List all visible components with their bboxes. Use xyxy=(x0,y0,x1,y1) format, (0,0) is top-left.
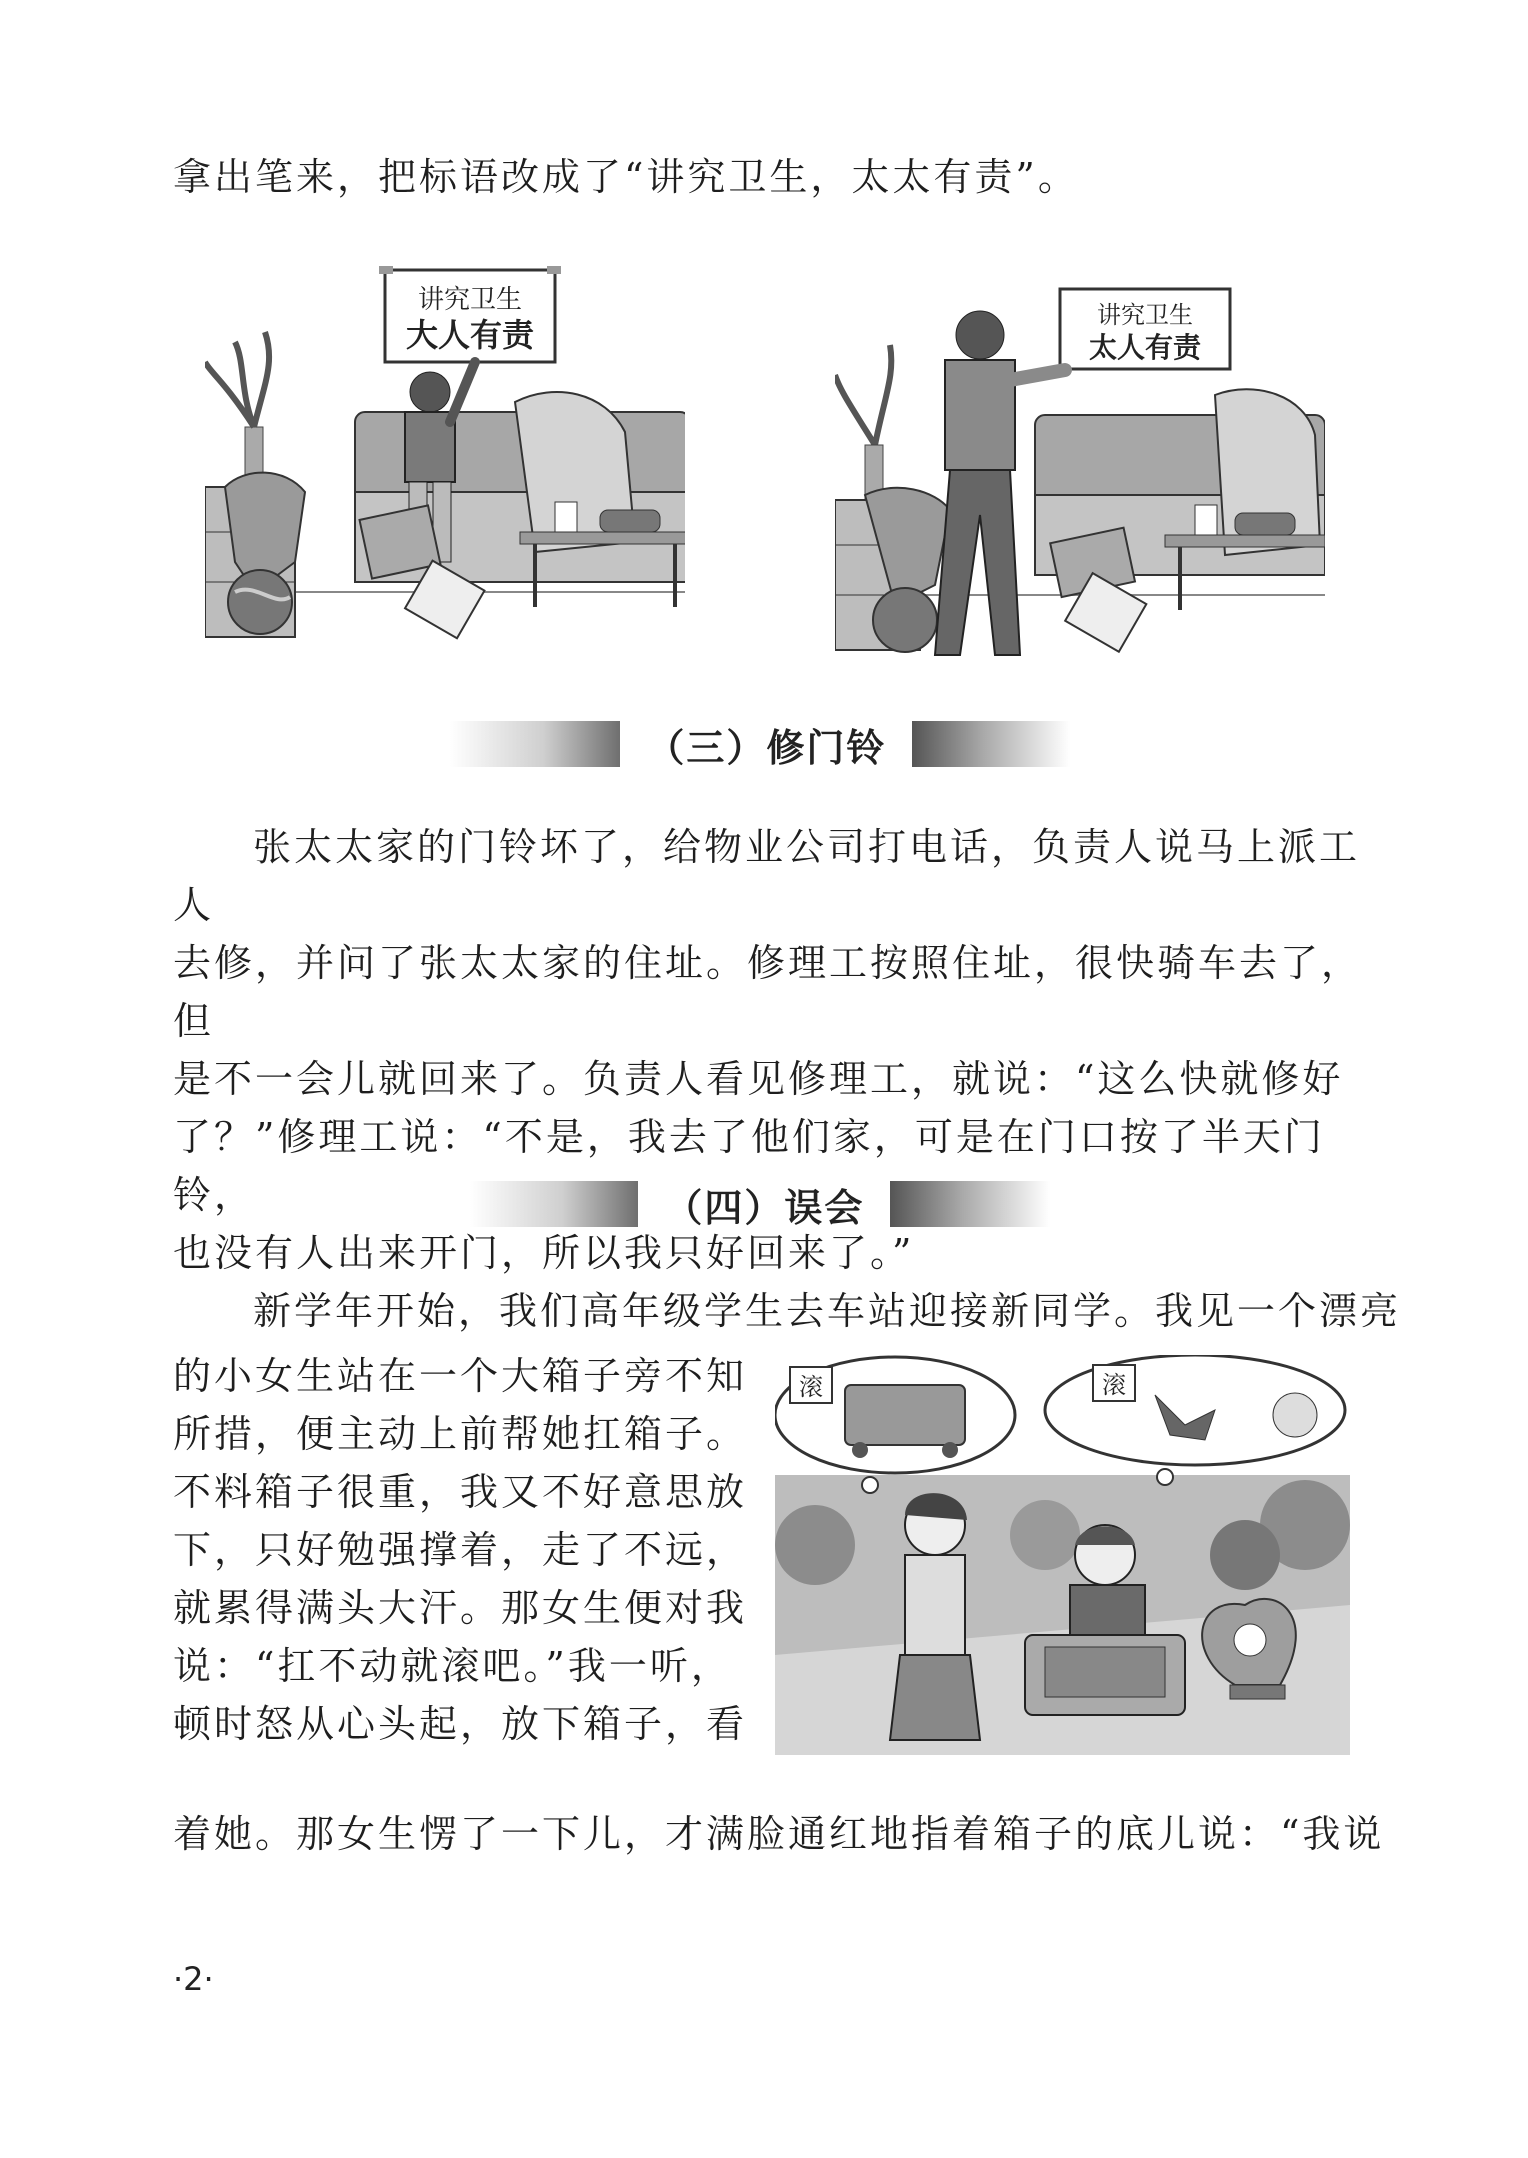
section-4-line: 顿时怒从心头起，放下箱子，看 xyxy=(173,1702,748,1746)
section-4-line: 不料箱子很重，我又不好意思放 xyxy=(173,1470,748,1514)
sign-text-line2: 大人有责 xyxy=(405,316,535,354)
page-number: ·2· xyxy=(173,1960,214,1998)
section-4-heading xyxy=(470,1177,1050,1231)
section-4-side-text xyxy=(173,1347,753,1753)
illustration-suitcase-misunderstanding xyxy=(775,1355,1350,1755)
section-4-line: 所措，便主动上前帮她扛箱子。 xyxy=(173,1412,748,1456)
bubble-left-label: 滚 xyxy=(799,1373,823,1401)
opening-line: 拿出笔来，把标语改成了“讲究卫生，太太有责”。 xyxy=(173,155,1079,199)
section-4-line: 说：“扛不动就滚吧。”我一听， xyxy=(173,1644,732,1688)
bubble-right-label: 滚 xyxy=(1102,1371,1126,1399)
sign-text-line1: 讲究卫生 xyxy=(1097,301,1193,329)
illustration-man-correcting-sign xyxy=(835,285,1325,665)
section-3-line: 也没有人出来开门，所以我只好回来了。” xyxy=(173,1231,915,1275)
section-4-first-line: 新学年开始，我们高年级学生去车站迎接新同学。我见一个漂亮 xyxy=(253,1289,1402,1333)
section-4-line: 的小女生站在一个大箱子旁不知 xyxy=(173,1354,748,1398)
section-4-title: （四）误会 xyxy=(664,1185,865,1230)
section-4-line: 就累得满头大汗。那女生便对我 xyxy=(173,1586,748,1630)
heading-bar-left xyxy=(450,721,620,767)
heading-bar-right xyxy=(890,1181,1050,1227)
section-3-title: （三）修门铃 xyxy=(646,725,887,770)
heading-bar-right xyxy=(912,721,1070,767)
sign-text-line1: 讲究卫生 xyxy=(417,285,523,315)
heading-bar-left xyxy=(470,1181,638,1227)
section-4-last-line: 着她。那女生愣了一下儿，才满脸通红地指着箱子的底儿说：“我说 xyxy=(173,1812,1385,1856)
section-3-line: 去修，并问了张太太家的住址。修理工按照住址，很快骑车去了，但 xyxy=(173,941,1363,1043)
section-3-heading xyxy=(450,717,1070,771)
illustration-boy-writing-sign xyxy=(205,262,685,642)
section-4-line: 下，只好勉强撑着，走了不远， xyxy=(173,1528,748,1572)
sign-text-line2: 太人有责 xyxy=(1088,331,1202,364)
section-3-line: 张太太家的门铃坏了，给物业公司打电话，负责人说马上派工人 xyxy=(173,825,1361,927)
section-3-line: 是不一会儿就回来了。负责人看见修理工，就说：“这么快就修好 xyxy=(173,1057,1344,1101)
section-3-line: 了？”修理工说：“不是，我去了他们家，可是在门口按了半天门铃， xyxy=(173,1115,1325,1217)
